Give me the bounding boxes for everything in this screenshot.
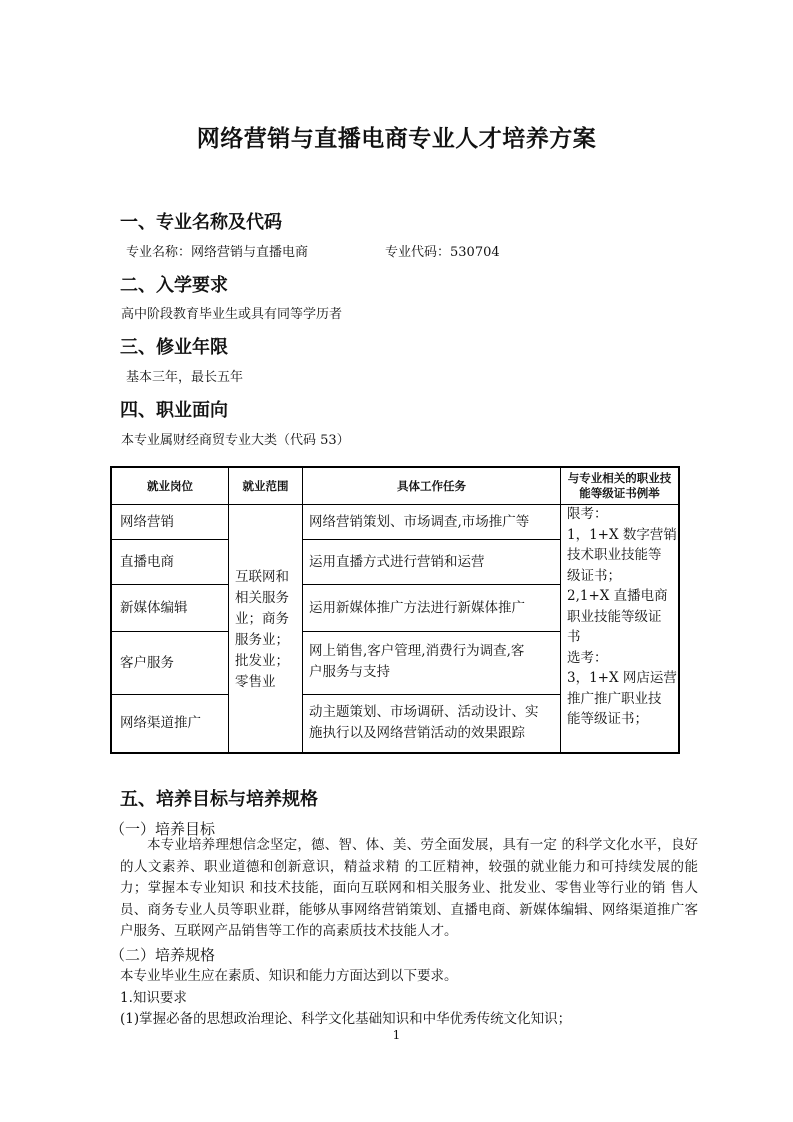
cert-line: 2,1+X 直播电商 xyxy=(567,588,668,604)
section-3-heading: 三、修业年限 xyxy=(120,337,228,358)
career-text: 本专业属财经商贸专业大类（代码 53） xyxy=(121,433,350,448)
task-cell: 网络营销策划、市场调查,市场推广等 xyxy=(309,514,530,530)
scope-line: 批发业； xyxy=(235,653,289,669)
spec-intro: 本专业毕业生应在素质、知识和能力方面达到以下要求。 xyxy=(120,968,458,984)
admission-text: 高中阶段教育毕业生或具有同等学历者 xyxy=(121,307,343,322)
position-cell: 客户服务 xyxy=(120,655,174,671)
career-table xyxy=(110,466,680,754)
subsection-spec-heading: （二）培养规格 xyxy=(110,946,216,964)
task-line: 网上销售,客户管理,消费行为调查,客 xyxy=(309,643,525,659)
cert-line: 选考： xyxy=(567,649,608,666)
position-cell: 新媒体编辑 xyxy=(120,600,188,616)
section-1-heading: 一、专业名称及代码 xyxy=(120,212,282,233)
cert-line: 级证书； xyxy=(567,567,621,584)
section-2-heading: 二、入学要求 xyxy=(120,275,228,296)
cert-line: 能等级证书； xyxy=(567,711,648,727)
cert-line: 限考： xyxy=(567,506,608,522)
task-line: 户服务与支持 xyxy=(309,664,390,680)
document-title: 网络营销与直播电商专业人才培养方案 xyxy=(196,126,597,152)
position-cell: 直播电商 xyxy=(120,554,174,570)
scope-line: 零售业 xyxy=(235,674,276,690)
knowledge-heading: 1.知识要求 xyxy=(120,990,187,1006)
knowledge-item: (1)掌握必备的思想政治理论、科学文化基础知识和中华优秀传统文化知识； xyxy=(120,1011,572,1027)
task-cell xyxy=(309,702,539,744)
header-scope: 就业范围 xyxy=(242,479,289,493)
certificates-cell xyxy=(567,504,677,730)
duration-text: 基本三年，最长五年 xyxy=(126,370,244,385)
section-4-heading: 四、职业面向 xyxy=(120,400,228,421)
page-number: 1 xyxy=(392,1028,401,1042)
cert-line: 职业技能等级证 xyxy=(567,608,662,625)
scope-line: 互联网和 xyxy=(235,569,289,585)
task-cell: 运用新媒体推广方法进行新媒体推广 xyxy=(309,600,525,616)
position-cell: 网络渠道推广 xyxy=(120,715,201,731)
cert-line: 3，1+X 网店运营 xyxy=(567,670,677,686)
section-5-heading: 五、培养目标与培养规格 xyxy=(120,789,318,810)
major-name: 专业名称：网络营销与直播电商 xyxy=(126,245,309,260)
header-certificates: 与专业相关的职业技能等级证书例举 xyxy=(567,471,672,500)
task-cell: 运用直播方式进行营销和运营 xyxy=(309,554,485,570)
cert-line: 技术职业技能等 xyxy=(567,547,662,563)
cert-line: 1，1+X 数字营销 xyxy=(567,526,677,543)
cert-line: 推广推广职业技 xyxy=(567,690,662,707)
scope-line: 相关服务 xyxy=(235,590,289,606)
header-position: 就业岗位 xyxy=(147,479,193,493)
task-line: 施执行以及网络营销活动的效果跟踪 xyxy=(309,725,525,741)
task-cell xyxy=(309,641,524,683)
task-line: 动主题策划、市场调研、活动设计、实 xyxy=(309,704,539,720)
major-code: 专业代码：530704 xyxy=(385,245,500,260)
goal-paragraph: 本专业培养理想信念坚定，德、智、体、美、劳全面发展，具有一定 的科学文化水平，良好的人文素养、职业道德和创新意识，精益求精 的工匠精神，较强的就业能力和可持续发展的能力；掌握本专业知识 和技术技能，面向互联网和相关服务业、批发业、零售业等行业的销 售人员、商务专业人员等职业群，能够从事网络营销策划、直播电商、新媒体编辑、网络渠道推广客户服务、互联网产品销售等工作的高素质技术技能人才。 xyxy=(120,837,698,939)
scope-line: 服务业； xyxy=(235,632,289,648)
scope-line: 业；商务 xyxy=(235,611,289,627)
header-tasks: 具体工作任务 xyxy=(397,479,466,493)
position-cell: 网络营销 xyxy=(120,514,174,530)
cert-line: 书 xyxy=(567,629,581,645)
subsection-goal-heading: （一）培养目标 xyxy=(110,820,216,838)
scope-cell xyxy=(235,567,289,693)
